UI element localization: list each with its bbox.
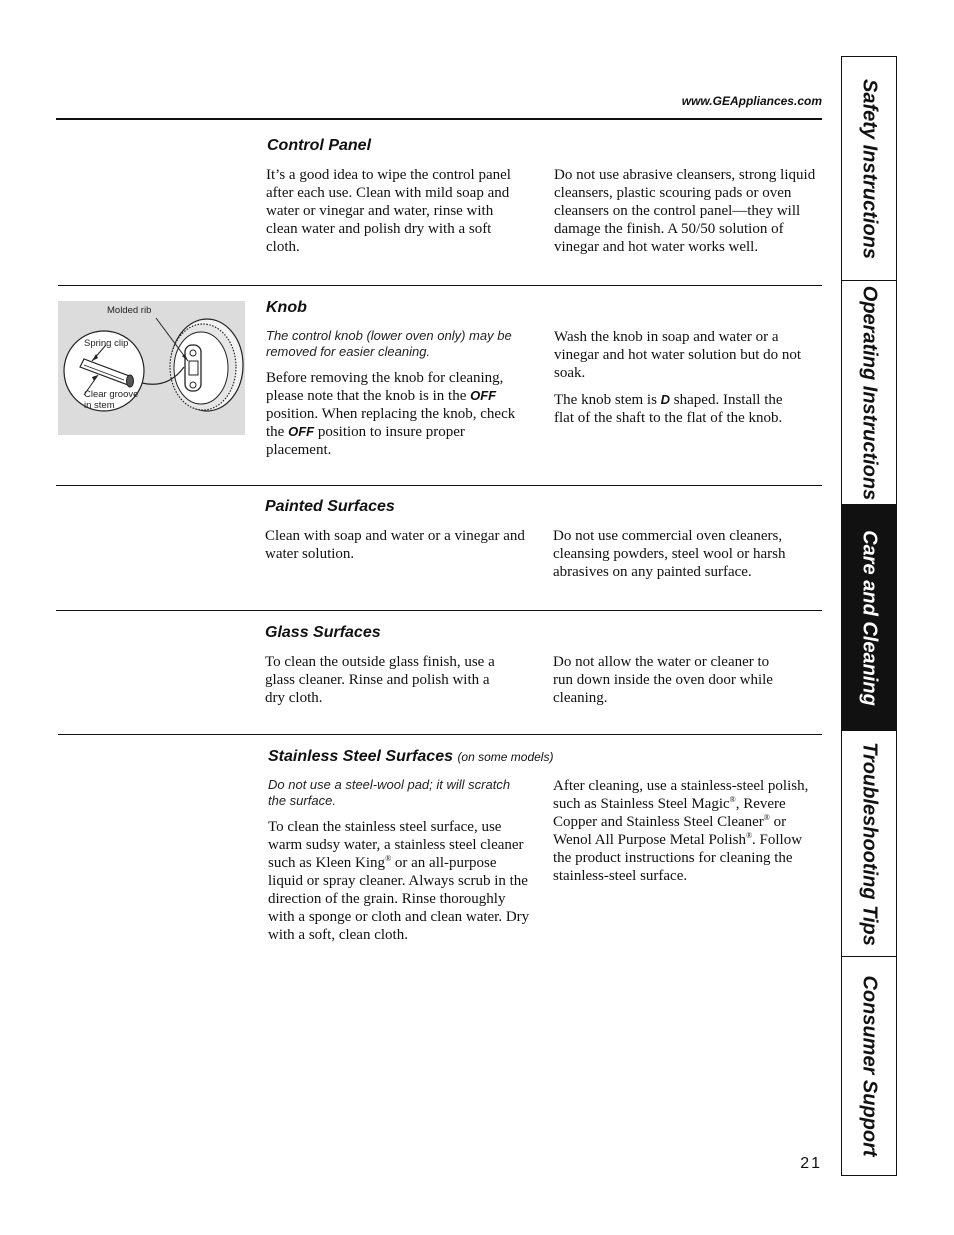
section-divider <box>56 610 822 611</box>
section-tabs <box>841 56 897 1176</box>
text: or an all-purpose liquid or spray cleaner. Always scrub in the direction of the grain. Rinse thoroughly with a sponge or cloth and clean water. Dry with a soft, clean cloth. <box>268 855 530 943</box>
paragraph <box>268 818 530 944</box>
control-panel-left-text <box>266 166 518 265</box>
label-spring-clip: Spring clip <box>84 338 129 349</box>
label-in-stem: in stem <box>84 400 115 411</box>
section-title-glass-surfaces: Glass Surfaces <box>265 624 381 641</box>
glass-left-text <box>265 653 505 716</box>
stainless-note: Do not use a steel-wool pad; it will scratch the surface. <box>268 777 511 808</box>
paragraph: It’s a good idea to wipe the control panel after each use. Clean with mild soap and water or vinegar and water, rinse with clean water and polish dry with a soft cloth. <box>266 167 511 255</box>
knob-left-text <box>266 328 528 468</box>
control-panel-right-text <box>554 166 826 265</box>
tab-operating-instructions[interactable] <box>842 281 896 505</box>
paragraph: Do not use abrasive cleansers, strong liquid cleansers, plastic scouring pads or oven cleansers on the control panel—they will damage the finish. A 50/50 solution of vinegar and hot water works well. <box>554 167 816 255</box>
registered-mark: ® <box>729 795 736 804</box>
off-word: OFF <box>470 388 497 403</box>
knob-diagram <box>58 301 245 435</box>
text: To clean the stainless steel surface, use warm sudsy water, a stainless steel cleaner such as Kleen King <box>268 819 524 871</box>
section-divider <box>58 285 822 286</box>
d-word: D <box>660 392 671 407</box>
website-url: www.GEAppliances.com <box>681 94 822 108</box>
paragraph <box>554 391 804 427</box>
paragraph: Do not allow the water or cleaner to run down inside the oven door while cleaning. <box>553 654 773 706</box>
paragraph: Wash the knob in soap and water or a vinegar and hot water solution but do not soak. <box>554 329 802 381</box>
text: position to insure proper placement. <box>266 424 465 458</box>
text: position. When replacing the knob, check the <box>266 406 516 440</box>
off-word: OFF <box>288 424 315 439</box>
paragraph: To clean the outside glass finish, use a glass cleaner. Rinse and polish with a dry cloth. <box>265 654 495 706</box>
text: After cleaning, use a stainless-steel polish, such as Stainless Steel Magic <box>553 778 809 812</box>
paragraph <box>553 777 823 885</box>
registered-mark: ® <box>385 854 392 863</box>
label-molded-rib: Molded rib <box>107 305 152 316</box>
title-text: Stainless Steel Surfaces <box>268 748 453 765</box>
text: . Follow the product instructions for cleaning the stainless-steel surface. <box>553 832 803 884</box>
section-title-control-panel: Control Panel <box>267 137 372 154</box>
text: Before removing the knob for cleaning, please note that the knob is in the <box>266 370 504 404</box>
section-divider <box>58 734 822 735</box>
tab-label: Consumer Support <box>858 975 881 1157</box>
painted-right-text <box>553 527 815 590</box>
tab-label: Operating Instructions <box>858 285 881 500</box>
page-number: 21 <box>800 1155 822 1172</box>
section-title-stainless-steel <box>268 748 553 766</box>
text: or Wenol All Purpose Metal Polish <box>553 814 787 848</box>
section-title-painted-surfaces: Painted Surfaces <box>265 498 395 515</box>
knob-illustration <box>58 301 245 435</box>
section-divider <box>56 485 822 486</box>
registered-mark: ® <box>745 831 753 840</box>
title-note: (on some models) <box>457 750 554 764</box>
text: shaped. Install the flat of the shaft to the flat of the knob. <box>554 392 783 426</box>
section-title-knob: Knob <box>266 299 307 316</box>
text: The knob stem is <box>554 392 657 408</box>
paragraph: Clean with soap and water or a vinegar and water solution. <box>265 528 525 562</box>
tab-label: Troubleshooting Tips <box>858 741 881 946</box>
glass-right-text <box>553 653 783 716</box>
top-rule <box>56 118 822 120</box>
paragraph: Do not use commercial oven cleaners, cleansing powders, steel wool or harsh abrasives on any painted surface. <box>553 528 786 580</box>
tab-troubleshooting-tips[interactable] <box>842 731 896 957</box>
knob-right-text <box>554 328 804 436</box>
painted-left-text <box>265 527 527 572</box>
tab-label: Care and Cleaning <box>858 529 881 706</box>
tab-care-and-cleaning[interactable] <box>842 505 896 731</box>
tab-consumer-support[interactable] <box>842 957 896 1175</box>
stainless-left-text <box>268 777 530 953</box>
knob-note: The control knob (lower oven only) may be removed for easier cleaning. <box>266 328 512 359</box>
registered-mark: ® <box>763 813 770 822</box>
stainless-right-text <box>553 777 823 894</box>
paragraph <box>266 369 528 459</box>
label-clear-groove: Clear groove <box>84 389 139 400</box>
text: , Revere Copper and Stainless Steel Cleaner <box>553 796 786 830</box>
tab-safety-instructions[interactable] <box>842 57 896 281</box>
tab-label: Safety Instructions <box>858 78 881 259</box>
